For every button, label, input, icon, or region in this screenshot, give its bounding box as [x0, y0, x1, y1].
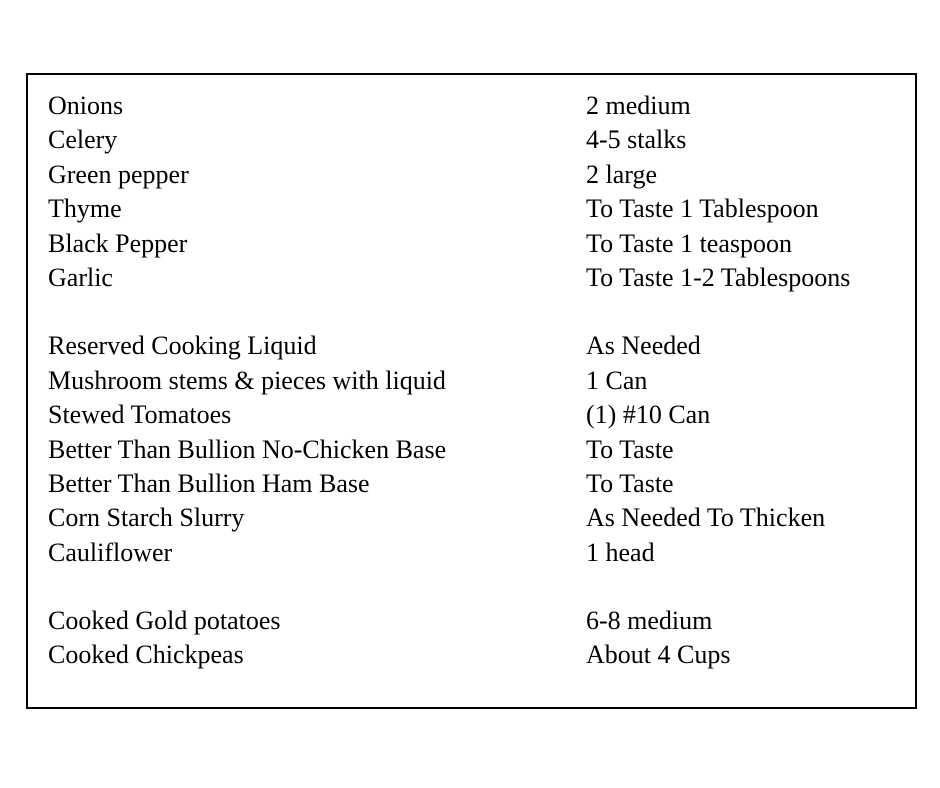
ingredient-amount: 6-8 medium	[586, 606, 713, 636]
ingredient-amount: 2 medium	[586, 91, 691, 120]
ingredient-group-sauce	[48, 329, 905, 570]
ingredient-amount: 1 Can	[586, 365, 648, 395]
ingredient-amount: As Needed	[586, 331, 701, 361]
ingredient-amount: To Taste	[586, 468, 674, 498]
ingredient-name: Onions	[48, 91, 124, 120]
ingredient-name: Better Than Bullion No-Chicken Base	[48, 434, 447, 464]
ingredient-name: Thyme	[48, 194, 122, 224]
ingredient-group-add-ins	[48, 604, 905, 673]
ingredient-name: Corn Starch Slurry	[48, 503, 245, 533]
ingredient-row	[48, 364, 905, 398]
ingredient-amount: To Taste 1 Tablespoon	[586, 194, 819, 224]
ingredient-row	[48, 536, 905, 570]
ingredient-name: Cooked Gold potatoes	[48, 606, 281, 636]
ingredient-amount: To Taste 1-2 Tablespoons	[586, 262, 851, 292]
ingredient-name: Mushroom stems & pieces with liquid	[48, 365, 446, 395]
ingredient-row	[48, 192, 905, 226]
ingredient-name: Black Pepper	[48, 228, 188, 258]
ingredient-name: Reserved Cooking Liquid	[48, 331, 317, 361]
ingredient-amount: To Taste 1 teaspoon	[586, 228, 793, 258]
ingredient-list	[48, 89, 905, 707]
ingredient-amount: As Needed To Thicken	[586, 503, 826, 533]
ingredient-row	[48, 329, 905, 363]
ingredient-row	[48, 123, 905, 157]
ingredient-row	[48, 158, 905, 192]
ingredient-name: Cauliflower	[48, 537, 173, 567]
ingredient-group-aromatics	[48, 89, 905, 295]
ingredient-row	[48, 398, 905, 432]
ingredient-amount: (1) #10 Can	[586, 400, 711, 430]
ingredient-table	[26, 73, 917, 709]
ingredient-name: Cooked Chickpeas	[48, 640, 244, 670]
ingredient-amount: 1 head	[586, 537, 655, 567]
ingredient-name: Green pepper	[48, 159, 189, 189]
ingredient-name: Better Than Bullion Ham Base	[48, 468, 370, 498]
ingredient-row	[48, 89, 905, 123]
ingredient-amount: 4-5 stalks	[586, 125, 687, 155]
ingredient-amount: 2 large	[586, 159, 657, 189]
ingredient-row	[48, 227, 905, 261]
ingredient-row	[48, 604, 905, 638]
ingredient-name: Celery	[48, 125, 118, 155]
ingredient-amount: To Taste	[586, 434, 674, 464]
ingredient-row	[48, 433, 905, 467]
ingredient-name: Stewed Tomatoes	[48, 400, 232, 430]
ingredient-name: Garlic	[48, 262, 113, 292]
ingredient-row	[48, 638, 905, 672]
ingredient-row	[48, 501, 905, 535]
ingredient-row	[48, 261, 905, 295]
ingredient-amount: About 4 Cups	[586, 640, 731, 670]
ingredient-row	[48, 467, 905, 501]
